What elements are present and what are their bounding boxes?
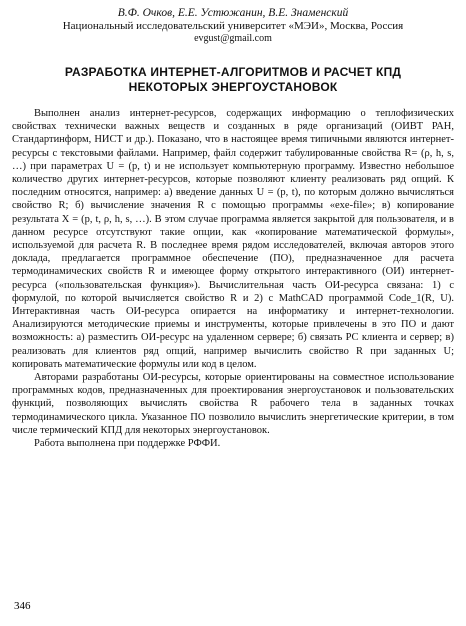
affiliation: Национальный исследовательский университет «МЭИ», Москва, Россия bbox=[62, 20, 404, 32]
paragraph-2: Авторами разработаны ОИ-ресурсы, которые ориентированы на совместное использование программных кодов, предназначенных для проектирования энергоустановок и пользовательских функций, позволяющих вычислять свойства R рабочего тела в заданных точках термодинамического цикла. Указанное ПО позволило вычислить энергетические критерии, в том числе термический КПД для некоторых энергоустановок. bbox=[12, 372, 454, 436]
page-number: 346 bbox=[14, 600, 31, 612]
title-line-1: РАЗРАБОТКА ИНТЕРНЕТ-АЛГОРИТМОВ И РАСЧЕТ КПД bbox=[64, 65, 402, 79]
paper-title bbox=[12, 65, 454, 95]
abstract-body bbox=[12, 107, 454, 450]
paragraph-3: Работа выполнена при поддержке РФФИ. bbox=[34, 438, 221, 450]
paragraph-1: Выполнен анализ интернет-ресурсов, содержащих информацию о теплофизических свойствах технически важных веществ и созданных в ряде организаций (ОИВТ РАН, Стандартинформ, НИСТ и др.). Показано, что в настоящее время типичными являются интернет-ресурсы с текстовыми файлами. Например, файл содержит табулированные свойства R= (ρ, h, s, …) при параметрах U = (p, t) и не использует компьютерную программу. Известно небольшое количество других интернет-ресурсов, которые позволяют клиенту реализовать ряд опций. К последним относятся, например: а) введение данных U = (p, t), по которым должно вычисляться свойство R; б) вычисление значения R с помощью программы «exe-file»; в) копирование результата X = (p, t, ρ, h, s, …). В этом случае программа является закрытой для пользователя, и в данном ресурсе отсутствуют такие опции, как «копирование математической формулы», используемой для расчета R. В последнее время рядом исследователей, включая авторов этого доклада, предлагается программное обеспечение (ПО), предназначенное для расчета термодинамических свойств R и имеющее форму открытого интерактивного (ОИ) интернет-ресурса («пользовательская функция»). Вычислительная часть ОИ-ресурса связана: 1) с формулой, по которой вычисляется свойство R и 2) с MathCAD программой Code_1(R, U). Интерактивная часть ОИ-ресурса опирается на информатику и интернет-технологии. Анализируются методические приемы и инструменты, которые привлечены в это ПО и дают возможность: а) разместить ОИ-ресурс на удаленном сервере; б) связать PC клиента и сервер; в) реализовать для клиентов ряд опций, например вычислить свойство R при заданных U; копировать математические формулы или код в целом. bbox=[12, 108, 454, 370]
email: evgust@gmail.com bbox=[194, 33, 272, 44]
authors: В.Ф. Очков, Е.Е. Устюжанин, В.Е. Знаменский bbox=[117, 7, 349, 19]
title-line-2: НЕКОТОРЫХ ЭНЕРГОУСТАНОВОК bbox=[128, 80, 338, 94]
